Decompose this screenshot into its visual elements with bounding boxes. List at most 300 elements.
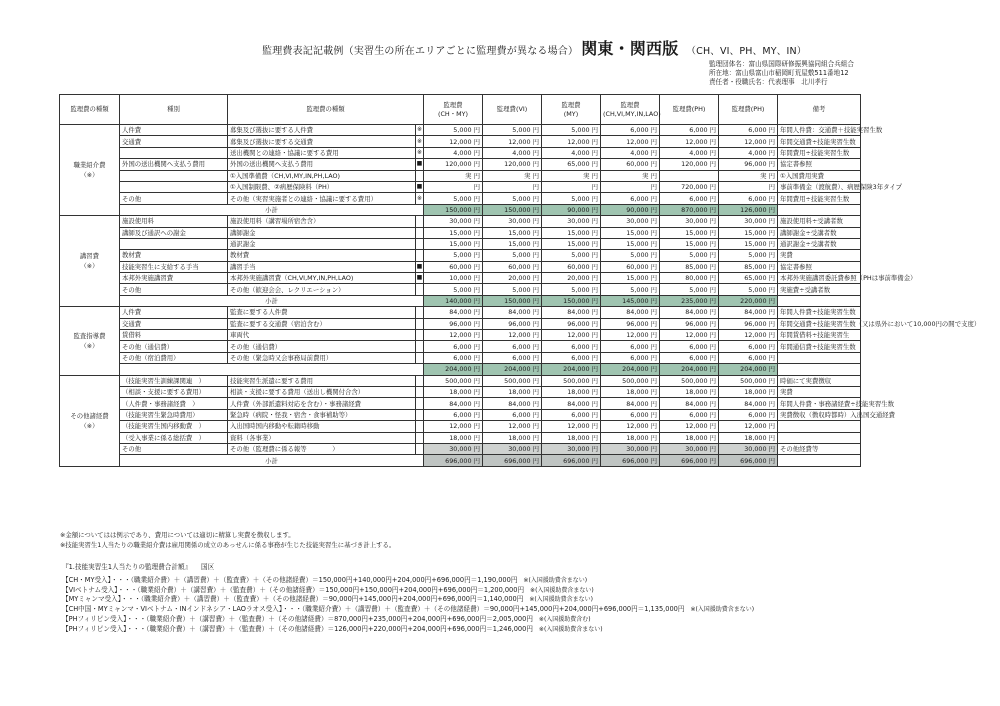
type-cell: その他（通信費）: [120, 341, 228, 352]
table-row: [60, 284, 861, 295]
mark-cell: [416, 386, 424, 397]
subtotal-amount: 150,000 円: [424, 204, 483, 215]
remark-cell: 協定書参照: [778, 261, 861, 272]
mark-cell: ※: [416, 125, 424, 136]
remark-cell: 年間交通費÷技能実習生数（又は県外において10,000円の開で支度）: [778, 318, 861, 329]
org-representative: 責任者・役職氏名：代表理事 北川孝行: [708, 78, 828, 86]
formula-text: 【VIベトナム受入】・・・（職業紹介費）＋（講習費）＋（監査費）＋（その他諸経費）＝150,000円+150,000円+204,000円+696,000円＝1,200,000円: [62, 585, 525, 594]
header-col6: 監理費(PH): [719, 95, 778, 125]
amount-cell: 84,000 円: [601, 307, 660, 318]
mark-cell: [416, 443, 424, 454]
amount-cell: 15,000 円: [542, 227, 601, 238]
detail-cell: 相談・支援に要する費用（送出し機関付合含）: [228, 386, 416, 397]
table-row: [60, 261, 861, 272]
type-cell: 交通費: [120, 136, 228, 147]
type-cell: 教材費: [120, 250, 228, 261]
detail-cell: 入出国時国内移動や転籍時移動: [228, 421, 416, 432]
amount-cell: 30,000 円: [483, 443, 542, 454]
amount-cell: 15,000 円: [719, 238, 778, 249]
remark-cell: 年間交通費÷技能実習生数: [778, 136, 861, 147]
amount-cell: 5,000 円: [483, 284, 542, 295]
detail-cell: ①入国制限費、②病歴保険料（PH）: [228, 181, 416, 192]
notes: [60, 531, 395, 550]
remark-cell: 通訳謝金÷受講者数: [778, 238, 861, 249]
amount-cell: 15,000 円: [601, 273, 660, 284]
subtotal-amount: 696,000 円: [542, 455, 601, 466]
type-cell: 交通費: [120, 318, 228, 329]
amount-cell: 5,000 円: [660, 250, 719, 261]
org-name: 監理団体名：富山県国際研修振興協同組合兵組合: [708, 60, 854, 68]
amount-cell: 5,000 円: [542, 250, 601, 261]
subtotal-amount: 126,000 円: [719, 204, 778, 215]
amount-cell: 96,000 円: [424, 318, 483, 329]
amount-cell: 18,000 円: [660, 386, 719, 397]
formula-note: ※(入国援助費含まない): [530, 586, 594, 594]
formula-note: ※(入国援助費含まない): [690, 606, 755, 614]
amount-cell: 6,000 円: [424, 409, 483, 420]
type-cell: （技能実習生訓練課関連 ）: [120, 375, 228, 386]
table-row: [60, 352, 861, 363]
amount-cell: 84,000 円: [660, 398, 719, 409]
amount-cell: 30,000 円: [424, 443, 483, 454]
detail-cell: 募集及び選抜に要する人件費: [228, 125, 416, 136]
detail-cell: その他（歓迎会会、レクリエーション）: [228, 284, 416, 295]
formula-line: [62, 586, 754, 596]
mark-cell: [416, 375, 424, 386]
amount-cell: 12,000 円: [601, 421, 660, 432]
subtotal-amount: 696,000 円: [719, 455, 778, 466]
remark-cell: 講師謝金÷受講者数: [778, 227, 861, 238]
type-cell: その他: [120, 284, 228, 295]
mark-cell: [416, 216, 424, 227]
detail-cell: その他（実習実施者との連絡・協議に要する費用）: [228, 193, 416, 204]
amount-cell: 6,000 円: [660, 125, 719, 136]
header-detail: 監理費の種類: [228, 95, 424, 125]
table-row: [60, 330, 861, 341]
amount-cell: 12,000 円: [542, 136, 601, 147]
amount-cell: 5,000 円: [483, 125, 542, 136]
amount-cell: 500,000 円: [601, 375, 660, 386]
table-row: [60, 147, 861, 158]
mark-cell: [416, 398, 424, 409]
amount-cell: 5,000 円: [719, 284, 778, 295]
type-cell: （受入事業に係る総括費 ）: [120, 432, 228, 443]
table-row: [60, 216, 861, 227]
amount-cell: 5,000 円: [719, 250, 778, 261]
detail-cell: 講師謝金: [228, 227, 416, 238]
amount-cell: 6,000 円: [601, 352, 660, 363]
amount-cell: 60,000 円: [601, 159, 660, 170]
amount-cell: 30,000 円: [601, 216, 660, 227]
category-cell: 監査指導費 （※）: [60, 307, 120, 375]
formula-text: 【CH・MY受入】・・・（職業紹介費）＋（講習費）＋（監査費）＋（その他諸経費）＝150,000円+140,000円+204,000円+696,000円＝1,190,000円: [62, 575, 518, 584]
mark-cell: ※: [416, 193, 424, 204]
detail-cell: 外国の送出機関へ支払う費用: [228, 159, 416, 170]
mark-cell: [416, 341, 424, 352]
header-col4: 監理費 (CH,VI,MY,IN,LAO): [601, 95, 660, 125]
amount-cell: 18,000 円: [601, 386, 660, 397]
type-cell: [120, 170, 228, 181]
detail-cell: 教材費: [228, 250, 416, 261]
amount-cell: 84,000 円: [424, 398, 483, 409]
formula-note: ※(入国援助費含まない): [529, 596, 594, 604]
detail-cell: その他（通信費）: [228, 341, 416, 352]
remark-cell: 年間人件費・事務諸経費÷技能実習生数: [778, 398, 861, 409]
mark-cell: [416, 238, 424, 249]
amount-cell: 6,000 円: [483, 352, 542, 363]
amount-cell: 500,000 円: [660, 375, 719, 386]
amount-cell: 12,000 円: [719, 421, 778, 432]
header-col2: 監理費(VI): [483, 95, 542, 125]
note-line: ※技能実習生1人当たりの職業紹介費は雇用関係の成立のあっせんに係る事務が生じた技能実習生に基づき計上する。: [60, 540, 396, 549]
amount-cell: 12,000 円: [719, 330, 778, 341]
remark-cell: 実施費÷受講者数: [778, 284, 861, 295]
amount-cell: 84,000 円: [660, 307, 719, 318]
amount-cell: 6,000 円: [660, 409, 719, 420]
formula-line: [62, 605, 754, 615]
mark-cell: [416, 432, 424, 443]
amount-cell: 5,000 円: [542, 125, 601, 136]
detail-cell: ①入国準備費（CH,VI,MY,IN,PH,LAO): [228, 170, 416, 181]
remark-cell: 実費: [778, 250, 861, 261]
amount-cell: 15,000 円: [424, 238, 483, 249]
table-row: [60, 181, 861, 192]
amount-cell: 15,000 円: [542, 238, 601, 249]
subtotal-row: [60, 364, 861, 375]
amount-cell: 96,000 円: [719, 159, 778, 170]
amount-cell: 5,000 円: [424, 193, 483, 204]
amount-cell: 18,000 円: [601, 432, 660, 443]
type-cell: （技能実習生国内移動費 ）: [120, 421, 228, 432]
mark-cell: [416, 227, 424, 238]
type-cell: （技能実習生緊急時費用）: [120, 409, 228, 420]
amount-cell: 6,000 円: [719, 193, 778, 204]
detail-cell: 監査に要する人件費: [228, 307, 416, 318]
mark-cell: ※: [416, 136, 424, 147]
mark-cell: [416, 421, 424, 432]
table-row: [60, 421, 861, 432]
amount-cell: 6,000 円: [719, 352, 778, 363]
mark-cell: ■: [416, 273, 424, 284]
subtotal-remark: [778, 455, 861, 466]
detail-cell: 車両代: [228, 330, 416, 341]
amount-cell: 500,000 円: [424, 375, 483, 386]
amount-cell: 18,000 円: [542, 432, 601, 443]
subtotal-remark: [778, 295, 861, 306]
remark-cell: 年間人件費：交通費＋技能実習生数: [778, 125, 861, 136]
amount-cell: 6,000 円: [719, 341, 778, 352]
amount-cell: 84,000 円: [542, 307, 601, 318]
amount-cell: 30,000 円: [542, 443, 601, 454]
subtotal-remark: [778, 364, 861, 375]
amount-cell: 15,000 円: [601, 238, 660, 249]
type-cell: [120, 238, 228, 249]
amount-cell: 500,000 円: [483, 375, 542, 386]
amount-cell: 円: [542, 181, 601, 192]
amount-cell: 5,000 円: [601, 284, 660, 295]
title-tail: （CH、VI、PH、MY、IN）: [686, 46, 807, 57]
table-row: [60, 227, 861, 238]
total-formula-section: [62, 563, 754, 635]
amount-cell: 6,000 円: [719, 409, 778, 420]
amount-cell: 6,000 円: [542, 352, 601, 363]
formula-line: [62, 625, 754, 635]
mark-cell: [416, 330, 424, 341]
table-row: [60, 398, 861, 409]
amount-cell: 18,000 円: [483, 386, 542, 397]
remark-cell: [778, 421, 861, 432]
amount-cell: 84,000 円: [719, 307, 778, 318]
category-cell: 職業紹介費 （※）: [60, 125, 120, 216]
amount-cell: 84,000 円: [483, 307, 542, 318]
amount-cell: 18,000 円: [424, 386, 483, 397]
amount-cell: 5,000 円: [483, 250, 542, 261]
amount-cell: 15,000 円: [483, 238, 542, 249]
subtotal-row: [60, 295, 861, 306]
amount-cell: 84,000 円: [719, 398, 778, 409]
amount-cell: 12,000 円: [601, 136, 660, 147]
header-col5: 監理費(PH): [660, 95, 719, 125]
formula-note: ※(入国援助費含まない): [523, 576, 588, 584]
amount-cell: 5,000 円: [601, 250, 660, 261]
amount-cell: 6,000 円: [660, 193, 719, 204]
amount-cell: 12,000 円: [483, 421, 542, 432]
amount-cell: 6,000 円: [660, 341, 719, 352]
header-remarks: 備考: [778, 95, 861, 125]
subtotal-label: 小計: [120, 455, 424, 466]
mark-cell: [416, 409, 424, 420]
amount-cell: 30,000 円: [424, 216, 483, 227]
amount-cell: 6,000 円: [601, 341, 660, 352]
subtotal-amount: 220,000 円: [719, 295, 778, 306]
table-row: [60, 443, 861, 454]
amount-cell: 120,000 円: [660, 159, 719, 170]
subtotal-amount: 204,000 円: [483, 364, 542, 375]
remark-cell: 施設使用料÷受講者数: [778, 216, 861, 227]
subtotal-amount: 204,000 円: [424, 364, 483, 375]
detail-cell: 施設使用料（講習場所宿舎含）: [228, 216, 416, 227]
detail-cell: 資料（各事業）: [228, 432, 416, 443]
amount-cell: 6,000 円: [483, 409, 542, 420]
table-row: [60, 238, 861, 249]
remark-cell: ①入国費用実費: [778, 170, 861, 181]
remark-cell: 年間費用÷技能実習生数: [778, 193, 861, 204]
remark-cell: 協定書参照: [778, 159, 861, 170]
amount-cell: 85,000 円: [719, 261, 778, 272]
organization-info: [709, 60, 854, 87]
amount-cell: 120,000 円: [424, 159, 483, 170]
subtotal-label: 小計: [120, 204, 424, 215]
formula-line: [62, 595, 754, 605]
table-header-row: [60, 95, 861, 125]
amount-cell: 12,000 円: [424, 330, 483, 341]
remark-cell: 年間人件費÷技能実習生数: [778, 307, 861, 318]
detail-cell: 送出機関との連絡・協議に要する費用: [228, 147, 416, 158]
note-line: ※金額についてはは例示であり、費用については適切に精算し実費を徴収します。: [60, 531, 295, 539]
amount-cell: 720,000 円: [660, 181, 719, 192]
amount-cell: 85,000 円: [660, 261, 719, 272]
remark-cell: 年間賃借料÷技能実習生: [778, 330, 861, 341]
amount-cell: 30,000 円: [660, 216, 719, 227]
remark-cell: 本邦外実施講習委託費参照（PHは事前準備金）: [778, 273, 861, 284]
detail-cell: 本邦外実施講習費（CH,VI,MY,IN,PH,LAO): [228, 273, 416, 284]
formula-text: 【PHフィリピン受入】・・・（職業紹介費）＋（講習費）＋（監査費）＋（その他諸経費）＝126,000円+220,000円+204,000円+696,000円＝1,246,000円: [62, 624, 533, 633]
subtotal-label: [120, 364, 424, 375]
formula-line: [62, 576, 754, 586]
table-row: [60, 386, 861, 397]
amount-cell: 20,000 円: [483, 273, 542, 284]
remark-cell: 実費徴収（徴収時都時）入出国交通経費: [778, 409, 861, 420]
mark-cell: [416, 318, 424, 329]
subtotal-amount: 145,000 円: [601, 295, 660, 306]
amount-cell: 18,000 円: [719, 432, 778, 443]
table-row: [60, 193, 861, 204]
subtotal-amount: 204,000 円: [542, 364, 601, 375]
subtotal-amount: 150,000 円: [483, 204, 542, 215]
amount-cell: 6,000 円: [601, 193, 660, 204]
amount-cell: 12,000 円: [660, 330, 719, 341]
amount-cell: 80,000 円: [660, 273, 719, 284]
detail-cell: 講習手当: [228, 261, 416, 272]
amount-cell: 実 円: [483, 170, 542, 181]
amount-cell: 18,000 円: [424, 432, 483, 443]
amount-cell: 6,000 円: [601, 125, 660, 136]
subtotal-amount: 204,000 円: [660, 364, 719, 375]
subtotal-amount: 870,000 円: [660, 204, 719, 215]
amount-cell: 18,000 円: [660, 432, 719, 443]
amount-cell: 30,000 円: [719, 443, 778, 454]
amount-cell: 4,000 円: [660, 147, 719, 158]
detail-cell: 技能実習生派遣に要する費用: [228, 375, 416, 386]
subtotal-row: [60, 455, 861, 466]
mark-cell: ※: [416, 147, 424, 158]
amount-cell: 6,000 円: [719, 125, 778, 136]
amount-cell: 65,000 円: [542, 159, 601, 170]
formula-note: ※(入国援助費含む): [538, 615, 591, 623]
formula-text: 【CH中国・MYミャンマ・VIベトナム・INインドネシア・LAOラオス受入】・・・（職業紹介費）＋（講習費）＋（監査費）＋（その他諸経費）＝90,000円+145,000円+204,000円+696,000円＝1,135,000円: [62, 605, 685, 614]
formula-text: 【PHフィリピン受入】・・・（職業紹介費）＋（講習費）＋（監査費）＋（その他諸経費）＝870,000円+235,000円+204,000円+696,000円＝2,005,000円: [62, 614, 533, 623]
type-cell: 人件費: [120, 125, 228, 136]
amount-cell: 6,000 円: [660, 352, 719, 363]
amount-cell: 30,000 円: [483, 216, 542, 227]
amount-cell: 実 円: [424, 170, 483, 181]
formula-heading: 『1.技能実習生1人当たりの監理費合計額』 国区: [62, 563, 215, 571]
type-cell: その他: [120, 193, 228, 204]
table-row: [60, 273, 861, 284]
amount-cell: 60,000 円: [424, 261, 483, 272]
subtotal-amount: 150,000 円: [542, 295, 601, 306]
mark-cell: [416, 352, 424, 363]
amount-cell: 96,000 円: [719, 318, 778, 329]
amount-cell: 84,000 円: [601, 398, 660, 409]
amount-cell: 4,000 円: [483, 147, 542, 158]
amount-cell: 12,000 円: [483, 136, 542, 147]
mark-cell: [416, 250, 424, 261]
document-title: [262, 36, 806, 59]
amount-cell: 4,000 円: [601, 147, 660, 158]
amount-cell: 5,000 円: [660, 284, 719, 295]
header-category: 監理費の種類: [60, 95, 120, 125]
remark-cell: 時価にて実費徴収: [778, 375, 861, 386]
type-cell: 賃借料: [120, 330, 228, 341]
formula-line: [62, 615, 754, 625]
type-cell: [120, 147, 228, 158]
amount-cell: 120,000 円: [483, 159, 542, 170]
subtotal-remark: [778, 204, 861, 215]
detail-cell: 監査に要する交通費（宿泊含む）: [228, 318, 416, 329]
type-cell: （人件費・事務諸経費 ）: [120, 398, 228, 409]
amount-cell: 12,000 円: [424, 421, 483, 432]
amount-cell: 5,000 円: [483, 193, 542, 204]
remark-cell: 年間通信費÷技能実習生数: [778, 341, 861, 352]
title-prefix: 監理費表記記載例（実習生の所在エリアごとに監理費が異なる場合）: [262, 46, 579, 57]
type-cell: [120, 181, 228, 192]
amount-cell: 96,000 円: [542, 318, 601, 329]
amount-cell: 実 円: [542, 170, 601, 181]
amount-cell: 4,000 円: [424, 147, 483, 158]
amount-cell: 5,000 円: [542, 193, 601, 204]
mark-cell: [416, 307, 424, 318]
amount-cell: 6,000 円: [424, 352, 483, 363]
detail-cell: その他（緊急時又会事務局前費用）: [228, 352, 416, 363]
amount-cell: 15,000 円: [660, 227, 719, 238]
subtotal-amount: 696,000 円: [601, 455, 660, 466]
amount-cell: 15,000 円: [719, 227, 778, 238]
amount-cell: 15,000 円: [483, 227, 542, 238]
amount-cell: 15,000 円: [601, 227, 660, 238]
subtotal-amount: 150,000 円: [483, 295, 542, 306]
remark-cell: 事前準備金（渡航費）、病歴保険3年タイプ: [778, 181, 861, 192]
amount-cell: 12,000 円: [483, 330, 542, 341]
amount-cell: 5,000 円: [424, 250, 483, 261]
amount-cell: 15,000 円: [660, 238, 719, 249]
amount-cell: 6,000 円: [424, 341, 483, 352]
mark-cell: ■: [416, 159, 424, 170]
subtotal-amount: 696,000 円: [424, 455, 483, 466]
amount-cell: 実 円: [719, 170, 778, 181]
type-cell: 技能実習生に支給する手当: [120, 261, 228, 272]
amount-cell: 12,000 円: [660, 421, 719, 432]
header-col1: 監理費 (CH・MY): [424, 95, 483, 125]
amount-cell: 15,000 円: [424, 227, 483, 238]
amount-cell: 84,000 円: [483, 398, 542, 409]
amount-cell: 6,000 円: [542, 409, 601, 420]
amount-cell: 12,000 円: [542, 421, 601, 432]
amount-cell: 10,000 円: [424, 273, 483, 284]
type-cell: （相談・支援に要する費用）: [120, 386, 228, 397]
detail-cell: 募集及び選抜に要する交通費: [228, 136, 416, 147]
table-row: [60, 250, 861, 261]
subtotal-amount: 204,000 円: [719, 364, 778, 375]
category-cell: その他諸経費 （※）: [60, 375, 120, 466]
supervision-fee-table: [59, 94, 981, 467]
amount-cell: 12,000 円: [424, 136, 483, 147]
header-col3: 監理費 (MY): [542, 95, 601, 125]
table-row: [60, 375, 861, 386]
amount-cell: 30,000 円: [542, 216, 601, 227]
remark-cell: [778, 432, 861, 443]
formula-text: 【MYミャンマ受入】・・・（職業紹介費）＋（講習費）＋（監査費）＋（その他諸経費）＝90,000円+145,000円+204,000円+696,000円＝1,140,000円: [62, 595, 524, 604]
type-cell: その他（宿泊費用）: [120, 352, 228, 363]
type-cell: 外国の送出機関へ支払う費用: [120, 159, 228, 170]
org-address: 所在地：富山県富山市稲岡町荒屋敷511番地12: [708, 69, 849, 77]
amount-cell: 30,000 円: [719, 216, 778, 227]
amount-cell: 4,000 円: [542, 147, 601, 158]
header-type: 種別: [120, 95, 228, 125]
amount-cell: 20,000 円: [542, 273, 601, 284]
amount-cell: 5,000 円: [542, 284, 601, 295]
amount-cell: 60,000 円: [601, 261, 660, 272]
